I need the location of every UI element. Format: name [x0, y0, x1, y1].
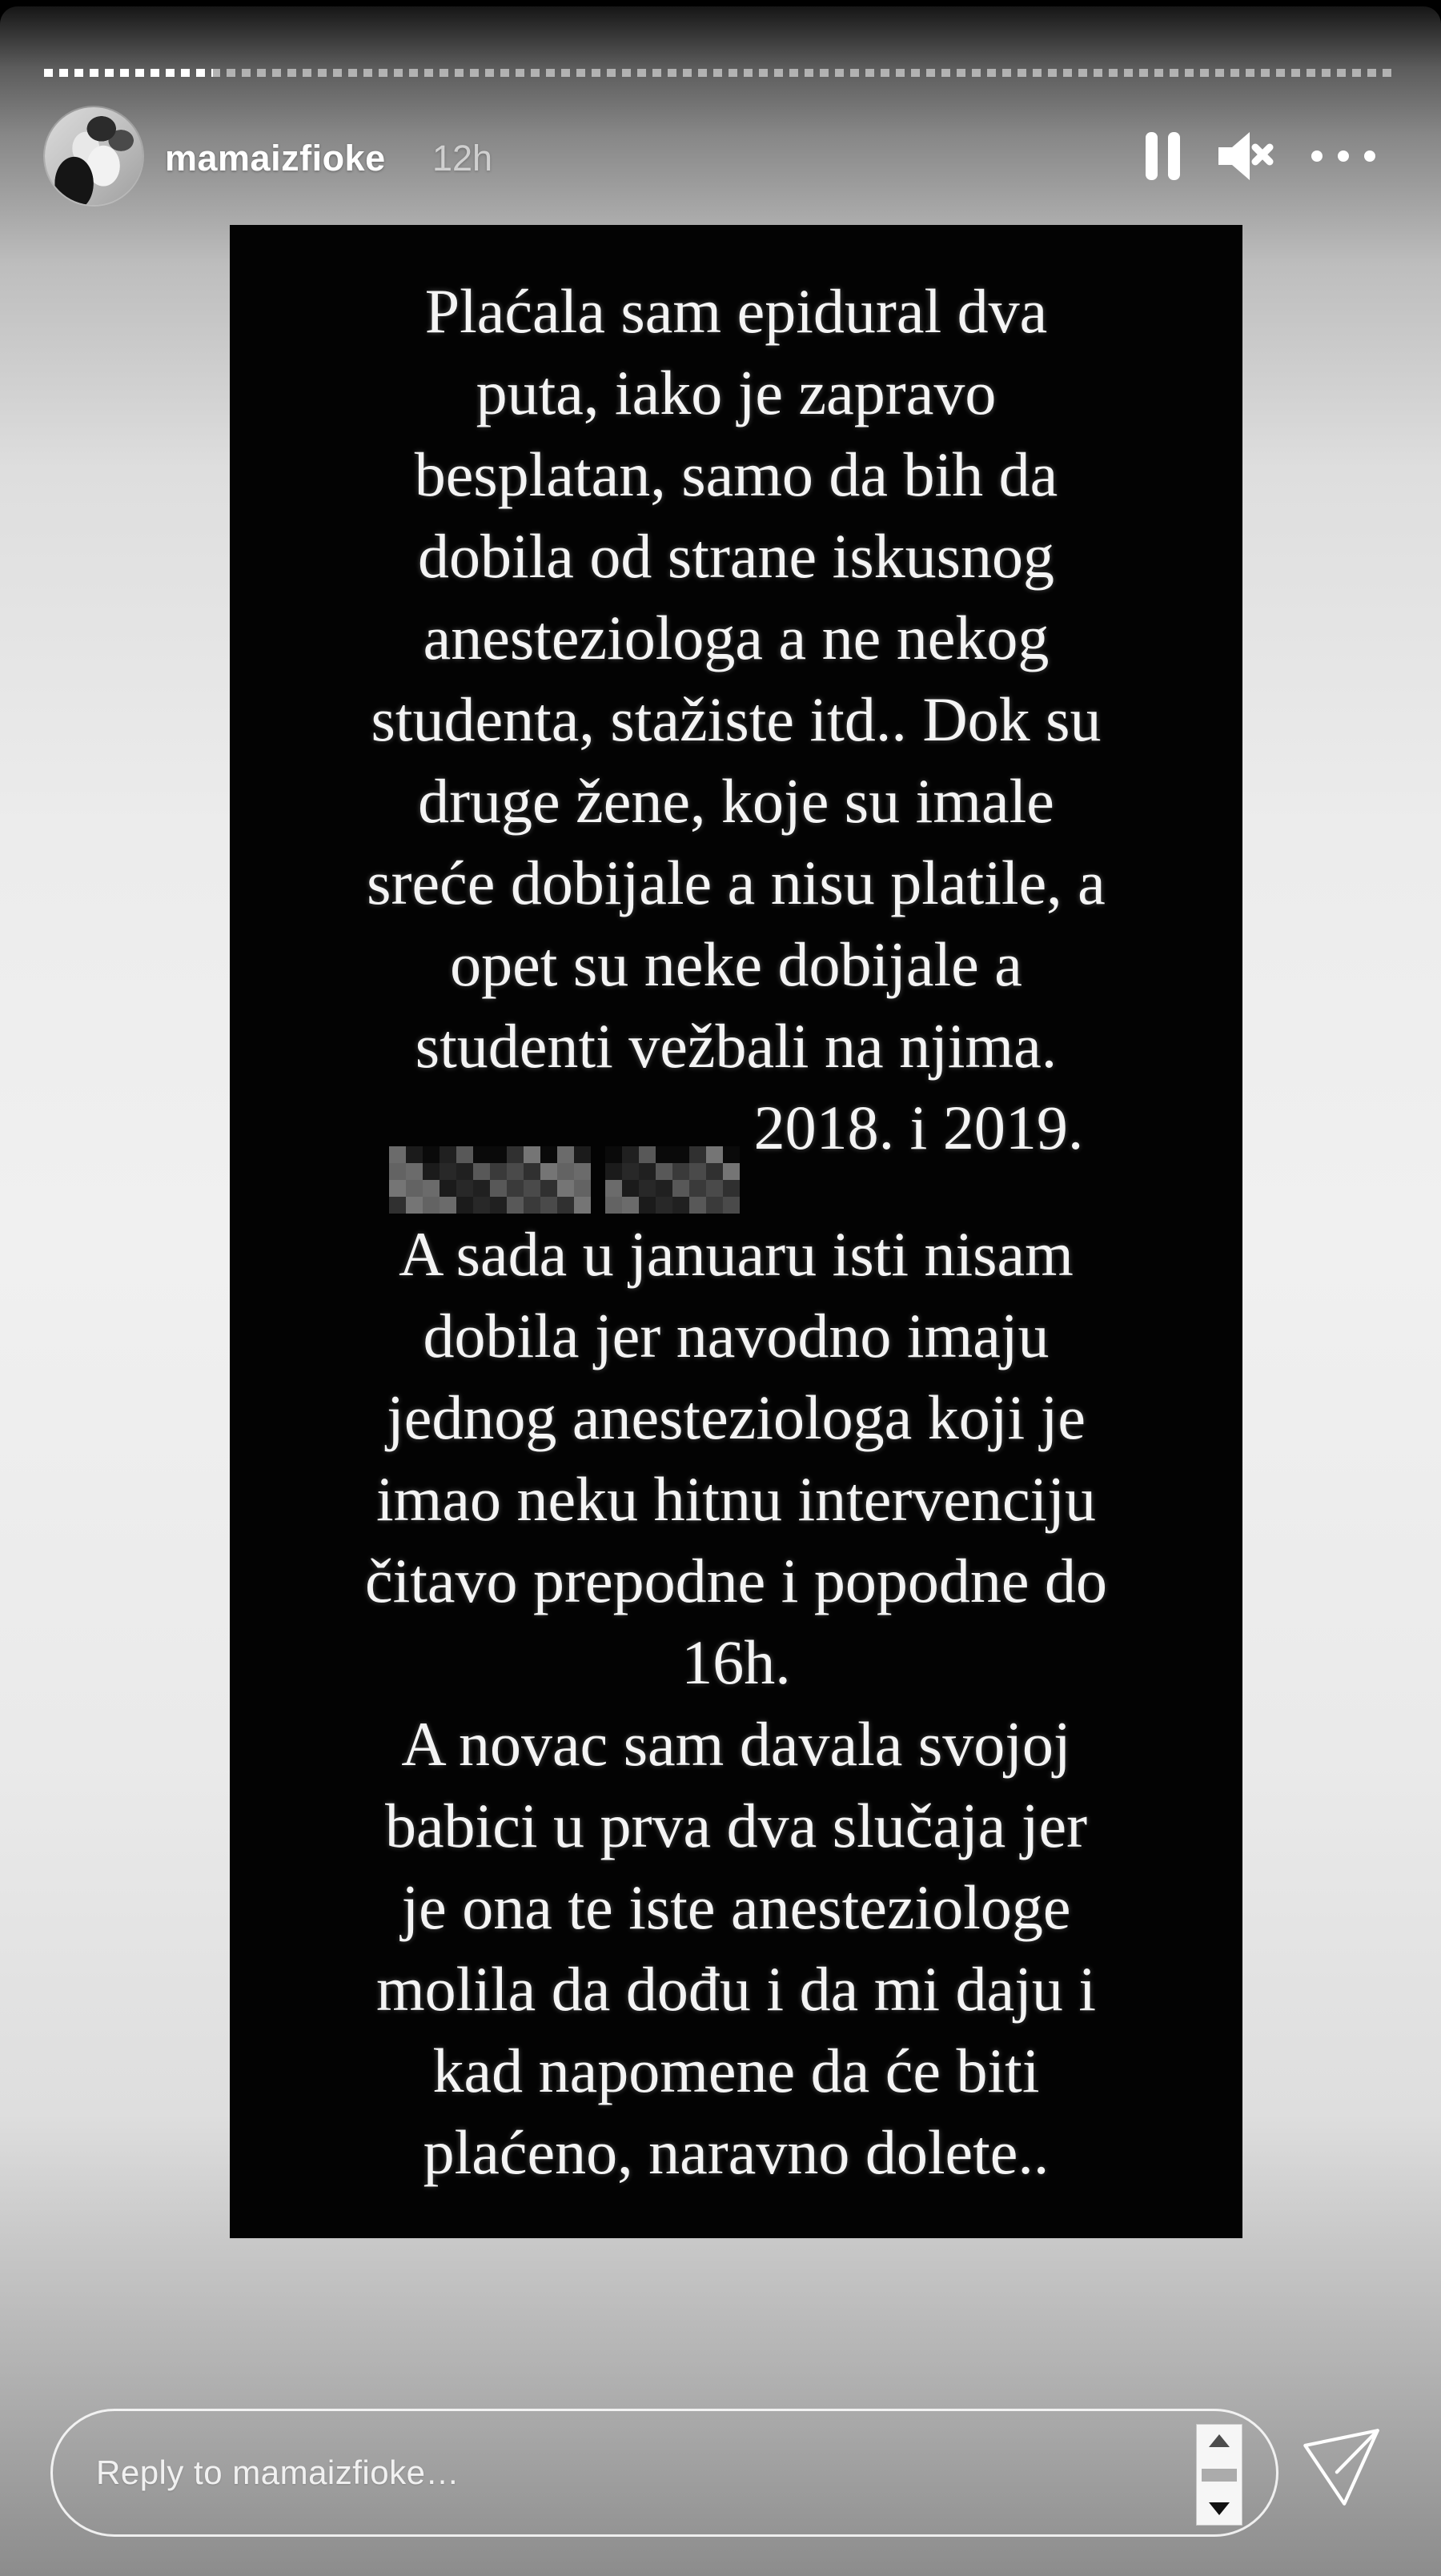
story-progress-bar — [44, 69, 1397, 77]
pause-icon — [1168, 132, 1180, 180]
story-text-line: besplatan, samo da bih da — [414, 439, 1058, 509]
send-story-reply-button[interactable] — [1299, 2426, 1382, 2509]
arrow-down-icon[interactable] — [1209, 2502, 1230, 2515]
story-text-line: druge žene, koje su imale — [418, 765, 1054, 836]
redacted-text-blur — [605, 1146, 740, 1214]
story-text-line: kad napomene da će biti — [432, 2035, 1040, 2105]
more-options-button[interactable] — [1311, 150, 1375, 162]
story-text-line: anesteziologa a ne nekog — [423, 602, 1050, 672]
story-viewer — [0, 6, 1441, 2576]
muted-speaker-icon — [1215, 131, 1276, 181]
mute-button[interactable] — [1215, 131, 1276, 181]
story-text-line: dobila od strane iskusnog — [417, 520, 1055, 591]
story-text-line: studenta, stažiste itd.. Dok su — [371, 684, 1102, 754]
send-plane-icon — [1299, 2426, 1382, 2509]
arrow-up-icon[interactable] — [1209, 2434, 1230, 2447]
story-text-line: molila da dođu i da mi daju i — [375, 1953, 1097, 2024]
reply-placeholder: Reply to mamaizfioke… — [96, 2454, 460, 2491]
story-text-line: imao neku hitnu intervenciju — [376, 1463, 1096, 1534]
scrollbar-thumb[interactable] — [1202, 2469, 1237, 2482]
more-options-icon — [1338, 150, 1349, 162]
story-text-line: plaćeno, naravno dolete.. — [423, 2117, 1050, 2187]
more-options-icon — [1311, 150, 1323, 162]
story-text-line: opet su neke dobijale a — [450, 929, 1022, 999]
story-text-line: A sada u januaru isti nisam — [399, 1218, 1074, 1289]
story-text-line: 16h. — [681, 1627, 791, 1697]
story-text-line: studenti vežbali na njima. — [415, 1010, 1058, 1081]
story-text-line: puta, iako je zapravo — [476, 357, 997, 427]
story-text-line: sreće dobijale a nisu platile, a — [367, 847, 1106, 917]
story-text-line: dobila jer navodno imaju — [423, 1300, 1050, 1370]
story-text-line: A novac sam davala svojoj — [401, 1708, 1071, 1779]
redacted-text-blur — [389, 1146, 591, 1214]
story-text-line: 2018. i 2019. — [230, 1087, 1242, 1214]
more-options-icon — [1364, 150, 1375, 162]
story-text-line: čitavo prepodne i popodne do — [364, 1545, 1108, 1615]
pause-icon — [1146, 132, 1158, 180]
pause-button[interactable] — [1146, 132, 1180, 180]
avatar[interactable] — [45, 107, 142, 205]
progress-track — [44, 69, 1397, 77]
story-text-line: Plaćala sam epidural dva — [424, 275, 1048, 346]
story-controls — [1146, 128, 1375, 184]
story-text-line: je ona te iste anesteziologe — [401, 1872, 1071, 1942]
timestamp: 12h — [432, 138, 493, 179]
reply-scrollbar[interactable] — [1196, 2424, 1242, 2526]
story-text-card — [230, 225, 1242, 2238]
progress-fill — [44, 69, 213, 77]
username[interactable]: mamaizfioke — [165, 138, 386, 179]
story-text-line: jednog anesteziologa koji je — [387, 1382, 1086, 1452]
story-text-line: babici u prva dva slučaja jer — [384, 1790, 1088, 1860]
